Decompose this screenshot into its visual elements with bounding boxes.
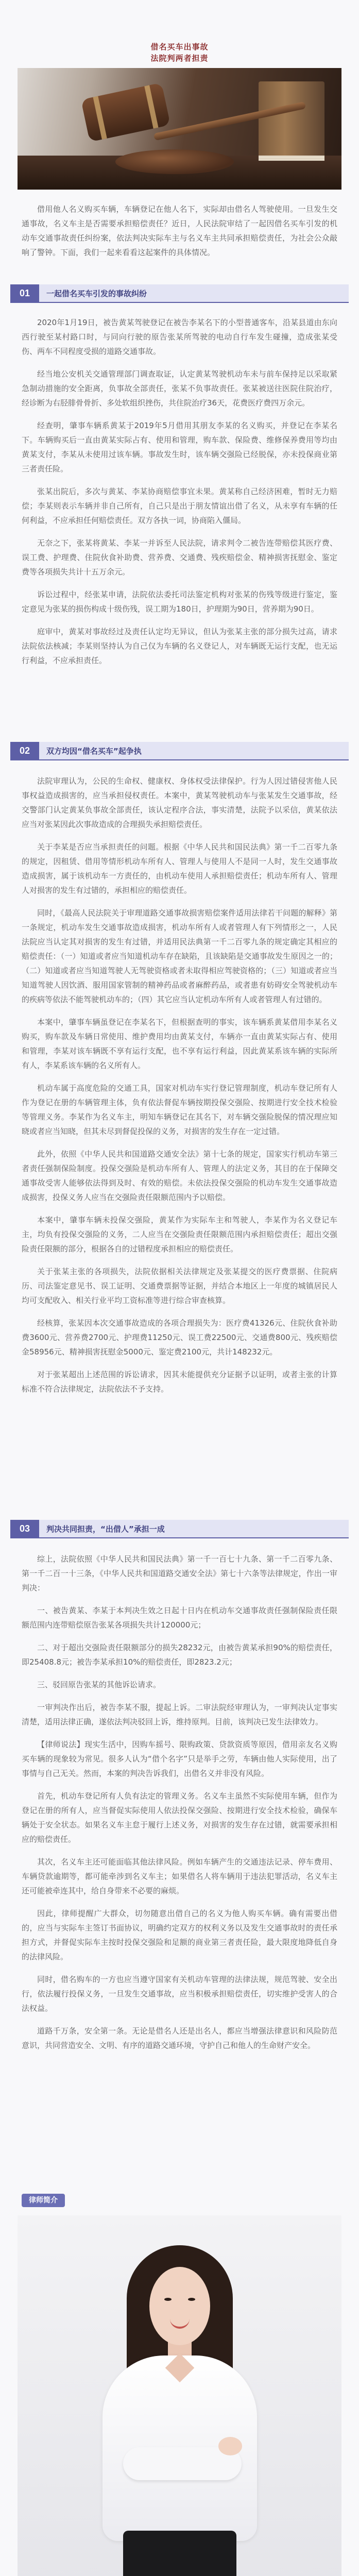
article-title: [0, 41, 359, 64]
paragraph: 同时，借名购车的一方也应当遵守国家有关机动车管理的法律法规，规范驾驶、安全出行，依法履行投保义务，一旦发生交通事故，应当积极承担赔偿责任，切实维护受害人的合法权益。: [22, 1975, 337, 2013]
paragraph: 同时，《最高人民法院关于审理道路交通事故损害赔偿案件适用法律若干问题的解释》第一条规定，机动车发生交通事故造成损害，机动车所有人或者管理人有下列情形之一，人民法院应当认定其对损害的发生有过错，并适用民法典第一千二百零九条的规定确定其相应的赔偿责任：（一）知道或者应当知道机动车存在缺陷，且该缺陷是交通事故发生原因之一的；（二）知道或者应当知道驾驶人无驾驶资格或者未取得相应驾驶资格的；（三）知道或者应当知道驾驶人因饮酒、服用国家管制的精神药品或者麻醉药品，或者患有妨碍安全驾驶机动车的疾病等依法不能驾驶机动车的；（四）其它应当认定机动车所有人或者管理人有过错的。: [22, 908, 337, 1004]
judgment-item: 一、被告黄某、李某于本判决生效之日起十日内在机动车交通事故责任强制保险责任限额范围内连带赔偿原告张某各项损失共计120000元；: [22, 1606, 337, 1630]
photo-book-pages: [259, 156, 324, 161]
paragraph: 关于李某是否应当承担责任的问题。根据《中华人民共和国民法典》第一千二百零九条的规定，因租赁、借用等情形机动车所有人、管理人与使用人不是同一人时，发生交通事故造成损害，属于该机动车一方责任的，由机动车使用人承担赔偿责任；机动车所有人、管理人对损害的发生有过错的，承担相应的赔偿责任。: [22, 842, 337, 895]
paragraph: 【律师说法】现实生活中，因购车摇号、限购政策、贷款资质等原因，借用亲友名义购买车辆的现象较为常见。很多人认为“借个名字”只是举手之劳，车辆由他人实际使用，出了事情与自己无关。然而，本案的判决告诉我们，出借名义并非没有风险。: [22, 1740, 337, 1778]
judgment-item: 二、对于超出交强险责任限额部分的损失28232元，由被告黄某承担90%的赔偿责任，即25408.8元；被告李某承担10%的赔偿责任，即2823.2元；: [22, 1643, 337, 1667]
section-header-2: [10, 742, 349, 760]
judgment-item: 三、驳回原告张某的其他诉讼请求。: [37, 1680, 161, 1689]
paragraph: 诉讼过程中，经张某申请，法院依法委托司法鉴定机构对张某的伤残等级进行鉴定，鉴定意见为张某的损伤构成十级伤残，误工期为180日，护理期为90日，营养期为90日。: [22, 590, 337, 614]
paragraph: 此外，依照《中华人民共和国道路交通安全法》第十七条的规定，国家实行机动车第三者责任强制保险制度。投保交强险是机动车所有人、管理人的法定义务，其目的在于保障交通事故受害人能够依法得到及时、有效的赔偿。未依法投保交强险的机动车发生交通事故造成损害，投保义务人应当在交强险责任限额范围内予以赔偿。: [22, 1149, 337, 1202]
paragraph: 其次，名义车主还可能面临其他法律风险。例如车辆产生的交通违法记录、停车费用、车辆贷款逾期等，都可能牵涉到名义车主；如果借名人将车辆用于违法犯罪活动，名义车主还可能被牵连其中，给自身带来不必要的麻烦。: [22, 1857, 337, 1895]
section-number: 03: [10, 1520, 39, 1537]
paragraph: 道路千万条，安全第一条。无论是借名人还是出名人，都应当增强法律意识和风险防范意识，共同营造安全、文明、有序的道路交通环境，守护自己和他人的生命财产安全。: [22, 2026, 337, 2050]
photo-law-book: [259, 81, 324, 159]
gavel-band: [144, 85, 158, 128]
paragraph: 综上，法院依照《中华人民共和国民法典》第一千一百七十九条、第一千二百零九条、第一千二百一十三条，《中华人民共和国道路交通安全法》第七十六条等法律规定，作出一审判决：: [22, 1554, 337, 1592]
title-line-1: 借名买车出事故: [150, 42, 209, 52]
section-body-1: [22, 315, 337, 717]
portrait-face: [149, 2267, 210, 2345]
portrait-hand: [218, 2437, 242, 2455]
section-body-3: [22, 1552, 337, 2175]
section-header-1: [10, 284, 349, 303]
lawyer-portrait-photo: [18, 2215, 341, 2576]
paragraph: 张某出院后，多次与黄某、李某协商赔偿事宜未果。黄某称自己经济困难，暂时无力赔偿；李某则表示车辆并非自己所有，自己只是出于朋友情谊出借了名义，从未享有车辆的任何利益，不应承担任何赔偿责任。双方各执一词，协商陷入僵局。: [22, 487, 337, 525]
section-title: 判决共同担责，“出借人”承担一成: [46, 1524, 165, 1534]
paragraph: 首先，机动车登记所有人负有法定的管理义务。名义车主虽然不实际使用车辆，但作为登记在册的所有人，应当督促实际使用人依法投保交强险、按期进行安全技术检验，确保车辆处于安全状态。如果名义车主怠于履行上述义务，对损害的发生存在过错，就需要承担相应的赔偿责任。: [22, 1791, 337, 1844]
paragraph: 庭审中，黄某对事故经过及责任认定均无异议，但认为张某主张的部分损失过高，请求法院依法核减；李某则坚持认为自己仅为车辆的名义登记人，对车辆既无运行支配，也无运行利益，不应承担责任。: [22, 627, 337, 665]
paragraph: 对于张某超出上述范围的诉讼请求，因其未能提供充分证据予以证明，或者主张的计算标准不符合法律规定，法院依法不予支持。: [22, 1370, 337, 1394]
paragraph: 经查明，肇事车辆系黄某于2019年5月借用其朋友李某的名义购买，并登记在李某名下。车辆购买后一直由黄某实际占有、使用和管理，购车款、保险费、维修保养费用等均由黄某支付，李某从未使用过该车辆。事故发生时，该车辆交强险已经脱保，亦未投保商业第三者责任险。: [22, 421, 337, 473]
section-title: 一起借名买车引发的事故纠纷: [46, 289, 147, 298]
section-body-2: [22, 774, 337, 1500]
paragraph: 机动车属于高度危险的交通工具，国家对机动车实行登记管理制度，机动车登记所有人作为登记在册的车辆管理主体，负有依法督促车辆按期投保交强险、按期进行安全技术检验等管理义务。李某作为名义车主，明知车辆登记在其名下，对车辆交强险脱保的情况理应知晓或者应当知晓，但其未尽到督促投保的义务，对损害的发生存在一定过错。: [22, 1083, 337, 1136]
portrait-eye: [188, 2298, 195, 2301]
section-header-3: [10, 1520, 349, 1538]
intro-paragraph: 借用他人名义购买车辆，车辆登记在他人名下，实际却由借名人驾驶使用。一旦发生交通事故，名义车主是否需要承担赔偿责任？近日，人民法院审结了一起因借名买车引发的机动车交通事故责任纠纷案，依法判决实际车主与名义车主共同承担赔偿责任，为社会公众敲响了警钟。下面，我们一起来看看这起案件的具体情况。: [22, 205, 337, 257]
paragraph: 关于张某主张的各项损失，法院依据相关法律规定及张某提交的医疗费票据、住院病历、司法鉴定意见书、误工证明、交通费票据等证据，并结合本地区上一年度的城镇居民人均可支配收入、相关行业平均工资标准等进行综合审查核算。: [22, 1267, 337, 1305]
paragraph: 经核算，张某因本次交通事故造成的各项合理损失为：医疗费41326元、住院伙食补助费3600元、营养费2700元、护理费11250元、误工费22500元、交通费800元、残疾赔偿金58956元、精神损害抚慰金5000元、鉴定费2100元，共计148232元。: [22, 1318, 337, 1357]
paragraph: 法院审理认为，公民的生命权、健康权、身体权受法律保护。行为人因过错侵害他人民事权益造成损害的，应当承担侵权责任。本案中，黄某驾驶机动车与张某发生交通事故，经交警部门认定黄某负事故全部责任，该认定程序合法，事实清楚，法院予以采信，黄某依法应当对张某因此次事故造成的合理损失承担赔偿责任。: [22, 776, 337, 829]
section-number: 01: [10, 284, 39, 302]
paragraph: 因此，律师提醒广大群众，切勿随意出借自己的名义为他人购买车辆。确有需要出借的，应当与实际车主签订书面协议，明确约定双方的权利义务以及发生交通事故时的责任承担方式，并督促实际车主按时投保交强险和足额的商业第三者责任险，最大限度地降低自身的法律风险。: [22, 1909, 337, 1961]
paragraph: 2020年1月19日，被告黄某驾驶登记在被告李某名下的小型普通客车，沿某县道由东向西行驶至某村路口时，与同向行驶的原告张某所驾驶的电动自行车发生碰撞，造成张某受伤、两车不同程度受损的道路交通事故。: [22, 318, 337, 356]
portrait-black-skirt: [123, 2531, 236, 2576]
intro: [22, 202, 337, 269]
gavel-photo: [18, 68, 341, 190]
paragraph: 本案中，肇事车辆未投保交强险，黄某作为实际车主和驾驶人，李某作为名义登记车主，均负有投保交强险的义务，二人应当在交强险责任限额范围内承担赔偿责任；超出交强险责任限额的部分，根据各自的过错程度承担相应的赔偿责任。: [22, 1215, 337, 1253]
paragraph: 无奈之下，张某将黄某、李某一并诉至人民法院，请求判令二被告连带赔偿其医疗费、误工费、护理费、住院伙食补助费、营养费、交通费、残疾赔偿金、精神损害抚慰金、鉴定费等各项损失共计十五万余元。: [22, 538, 337, 577]
photo-sound-block: [115, 149, 234, 174]
gavel-band: [93, 96, 107, 139]
title-line-2: 法院判两者担责: [150, 54, 209, 63]
lawyer-section-label: 律师简介: [22, 2194, 65, 2207]
paragraph: 经当地公安机关交通管理部门调查取证，认定黄某驾驶机动车未与前车保持足以采取紧急制动措施的安全距离，负事故全部责任，张某不负事故责任。张某被送往医院住院治疗，经诊断为右胫腓骨骨折、多处软组织挫伤，共住院治疗36天，花费医疗费四万余元。: [22, 369, 337, 408]
section-title: 双方均因“借名买车”起争执: [46, 746, 142, 756]
paragraph: 一审判决作出后，被告李某不服，提起上诉。二审法院经审理认为，一审判决认定事实清楚，适用法律正确，遂依法判决驳回上诉，维持原判。目前，该判决已发生法律效力。: [22, 1703, 337, 1726]
paragraph: 本案中，肇事车辆虽登记在李某名下，但根据查明的事实，该车辆系黄某借用李某名义购买，购车款及车辆日常使用、维护费用均由黄某支付，车辆亦一直由黄某实际占有、使用和管理，李某对该车辆既不享有运行支配，也不享有运行利益，因此黄某系该车辆的实际所有人，李某系该车辆的名义所有人。: [22, 1018, 337, 1070]
section-number: 02: [10, 742, 39, 759]
portrait-eye: [164, 2298, 172, 2301]
